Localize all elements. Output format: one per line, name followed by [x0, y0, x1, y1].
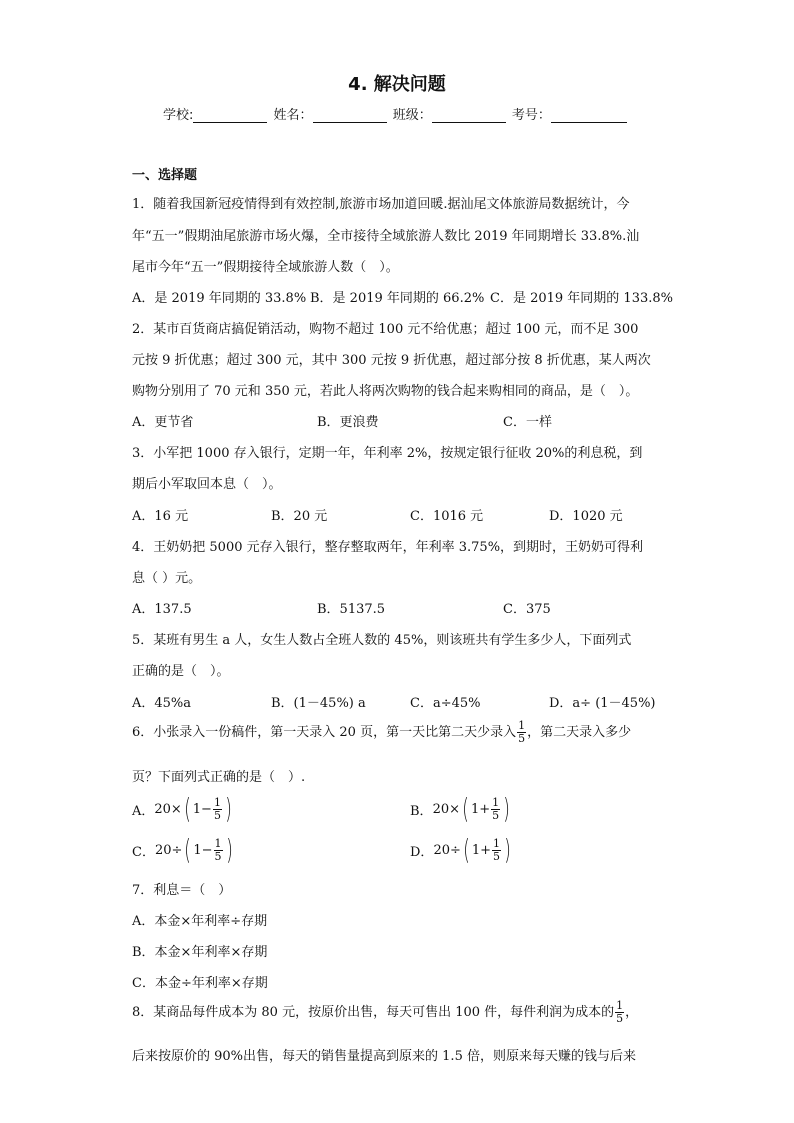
q8-line-1-text-b: ， — [625, 1005, 639, 1020]
q6-d-fraction: $\frac{1}{5}$ — [492, 836, 500, 863]
student-info-row — [163, 104, 629, 123]
q7-option-a[interactable]: A．本金×年利率÷存期 — [132, 914, 268, 929]
q2-line-3: 购物分别用了 70 元和 350 元，若此人将两次购物的钱合起来购相同的商品，是（ ）。 — [132, 384, 639, 399]
q1-option-c[interactable]: C．是 2019 年同期的 133.8% — [490, 291, 673, 306]
q8-line-1-text-a: 8．某商品每件成本为 80 元，按原价出售，每天可售出 100 件，每件利润为成本的 — [132, 1005, 615, 1020]
q6-option-b[interactable]: B．20×( 1+ $\frac{1}{5}$ ) — [410, 792, 510, 825]
q5-option-d[interactable]: D．a÷ (1－45%) — [549, 696, 656, 711]
q7-option-b[interactable]: B．本金×年利率×存期 — [132, 945, 268, 960]
q6-a-fraction: $\frac{1}{5}$ — [213, 795, 221, 822]
q3-option-d[interactable]: D．1020 元 — [549, 509, 623, 524]
exam-number-label: 考号： — [511, 108, 551, 123]
q5-option-a[interactable]: A．45%a — [132, 696, 192, 711]
q8-line-2: 后来按原价的 90%出售，每天的销售量提高到原来的 1.5 倍，则原来每天赚的钱与后来 — [132, 1049, 636, 1064]
exam-number-blank[interactable] — [551, 108, 627, 123]
q7-line-1: 7．利息＝（ ） — [132, 883, 232, 898]
q8-fraction: $\frac{1}{5}$ — [616, 999, 624, 1025]
q4-option-a[interactable]: A．137.5 — [132, 602, 192, 617]
q3-option-a[interactable]: A．16 元 — [132, 509, 189, 524]
q1-option-b[interactable]: B．是 2019 年同期的 66.2% — [310, 291, 485, 306]
q3-option-b[interactable]: B．20 元 — [271, 509, 328, 524]
q6-b-fraction: $\frac{1}{5}$ — [492, 795, 500, 822]
q3-line-2: 期后小军取回本息（ ）。 — [132, 477, 282, 492]
q6-line-1-text-b: ，第二天录入多少 — [527, 725, 632, 740]
q8-line-1 — [132, 1000, 638, 1025]
name-blank[interactable] — [313, 108, 387, 123]
q1-line-1: 1．随着我国新冠疫情得到有效控制,旅游市场加道回暖.据汕尾文体旅游局数据统计，今 — [132, 197, 630, 212]
q7-option-c[interactable]: C．本金÷年利率×存期 — [132, 976, 268, 991]
q6-fraction: $\frac{1}{5}$ — [518, 719, 526, 745]
q6-c-fraction: $\frac{1}{5}$ — [214, 836, 222, 863]
q4-line-2: 息（ ）元。 — [132, 571, 202, 586]
q2-line-2: 元按 9 折优惠；超过 300 元，其中 300 元按 9 折优惠，超过部分按 8 折优惠，某人两次 — [132, 353, 651, 368]
class-blank[interactable] — [432, 108, 506, 123]
q4-line-1: 4．王奶奶把 5000 元存入银行，整存整取两年，年利率 3.75%，到期时，王奶奶可得利 — [132, 540, 644, 555]
q1-line-2: 年“五一”假期油尾旅游市场火爆，全市接待全域旅游人数比 2019 年同期增长 33.8%.汕 — [132, 229, 640, 244]
q2-option-c[interactable]: C．一样 — [503, 415, 552, 430]
q3-line-1: 3．小军把 1000 存入银行，定期一年，年利率 2%，按规定银行征收 20%的利息税，到 — [132, 446, 643, 461]
q4-option-c[interactable]: C．375 — [503, 602, 551, 617]
q2-line-1: 2．某市百货商店搞促销活动，购物不超过 100 元不给优惠；超过 100 元，而不足 300 — [132, 322, 639, 337]
school-label: 学校: — [163, 108, 194, 123]
q6-option-c[interactable]: C．20÷( 1− $\frac{1}{5}$ ) — [132, 833, 233, 866]
q6-line-1 — [132, 720, 631, 745]
school-blank[interactable] — [193, 108, 267, 123]
q6-line-2: 页？下面列式正确的是（ ）. — [132, 770, 306, 785]
section-heading: 一、选择题 — [132, 168, 198, 183]
q5-line-2: 正确的是（ ）。 — [132, 664, 230, 679]
q6-option-a[interactable]: A．20×( 1− $\frac{1}{5}$ ) — [132, 792, 232, 825]
class-label: 班级： — [392, 108, 432, 123]
q5-option-c[interactable]: C．a÷45% — [410, 696, 481, 711]
q2-option-a[interactable]: A．更节省 — [132, 415, 194, 430]
q1-line-3: 尾市今年“五一”假期接待全域旅游人数（ ）。 — [132, 260, 399, 275]
q6-line-1-text-a: 6．小张录入一份稿件，第一天录入 20 页，第一天比第二天少录入 — [132, 725, 517, 740]
q2-option-b[interactable]: B．更浪费 — [317, 415, 379, 430]
q3-option-c[interactable]: C．1016 元 — [410, 509, 484, 524]
q4-option-b[interactable]: B．5137.5 — [317, 602, 386, 617]
q5-option-b[interactable]: B．(1－45%) a — [271, 696, 366, 711]
page-title: 4. 解决问题 — [348, 74, 446, 95]
name-label: 姓名： — [273, 108, 313, 123]
q6-option-d[interactable]: D．20÷( 1+ $\frac{1}{5}$ ) — [410, 833, 511, 866]
q1-option-a[interactable]: A．是 2019 年同期的 33.8% — [132, 291, 307, 306]
q5-line-1: 5．某班有男生 a 人，女生人数占全班人数的 45%，则该班共有学生多少人，下面列式 — [132, 633, 632, 648]
